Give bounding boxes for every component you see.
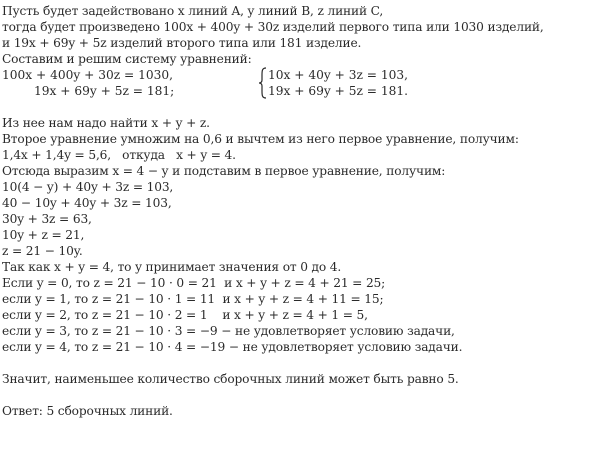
text-line: Из нее нам надо найти x + y + z.: [2, 116, 210, 130]
system-brace-icon: [258, 67, 268, 99]
conclusion-line: Значит, наименьшее количество сборочных линий может быть равно 5.: [2, 372, 459, 386]
system-left-equation-1: 100x + 400y + 30z = 1030,: [2, 68, 173, 82]
solution-document: [2, 3, 596, 419]
answer-line: Ответ: 5 сборочных линий.: [2, 404, 173, 418]
text-line: тогда будет произведено 100x + 400y + 30z изделий первого типа или 1030 изделий,: [2, 20, 544, 34]
equation-system: [2, 67, 596, 99]
text-line: 40 − 10y + 40y + 3z = 103,: [2, 196, 172, 210]
text-line: Пусть будет задействовано x линий A, y линий B, z линий C,: [2, 4, 384, 18]
text-line: если y = 3, то z = 21 − 10 · 3 = −9 − не удовлетворяет условию задачи,: [2, 324, 455, 338]
text-line: 30y + 3z = 63,: [2, 212, 92, 226]
text-line: Составим и решим систему уравнений:: [2, 52, 252, 66]
text-line: Отсюда выразим x = 4 − y и подставим в первое уравнение, получим:: [2, 164, 446, 178]
text-line: если y = 2, то z = 21 − 10 · 2 = 1 и x + y + z = 4 + 1 = 5,: [2, 308, 368, 322]
spacer: [2, 99, 596, 115]
spacer: [2, 355, 596, 371]
text-line: 1,4x + 1,4y = 5,6, откуда x + y = 4.: [2, 148, 236, 162]
system-left-equation-2: 19x + 69y + 5z = 181;: [34, 84, 175, 98]
text-line: если y = 4, то z = 21 − 10 · 4 = −19 − не удовлетворяет условию задачи.: [2, 340, 463, 354]
text-line: Второе уравнение умножим на 0,6 и вычтем из него первое уравнение, получим:: [2, 132, 519, 146]
text-line: 10y + z = 21,: [2, 228, 85, 242]
text-line: если y = 1, то z = 21 − 10 · 1 = 11 и x + y + z = 4 + 11 = 15;: [2, 292, 384, 306]
text-line: Так как x + y = 4, то y принимает значения от 0 до 4.: [2, 260, 342, 274]
system-right-equation-2: 19x + 69y + 5z = 181.: [268, 84, 408, 98]
system-right-equation-1: 10x + 40y + 3z = 103,: [268, 68, 408, 82]
text-line: и 19x + 69y + 5z изделий второго типа или 181 изделие.: [2, 36, 362, 50]
spacer: [2, 387, 596, 403]
text-line: Если y = 0, то z = 21 − 10 · 0 = 21 и x + y + z = 4 + 21 = 25;: [2, 276, 386, 290]
text-line: 10(4 − y) + 40y + 3z = 103,: [2, 180, 174, 194]
text-line: z = 21 − 10y.: [2, 244, 83, 258]
